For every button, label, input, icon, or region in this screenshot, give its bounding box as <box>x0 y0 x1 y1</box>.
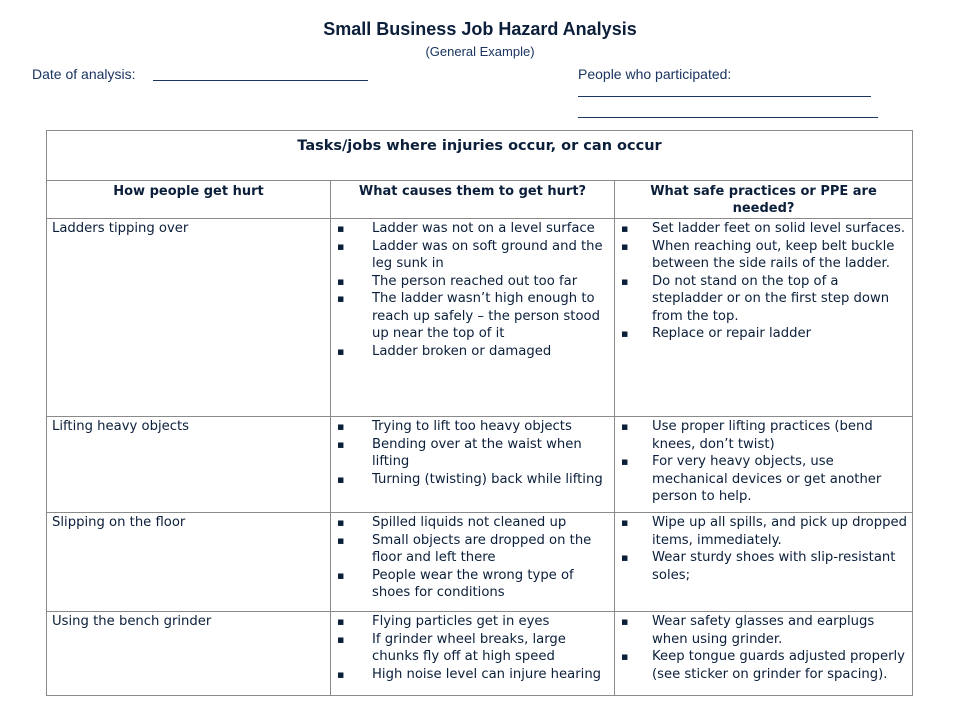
causes-cell <box>331 417 615 513</box>
cause-item: ▪ Trying to lift too heavy objects <box>337 418 610 436</box>
column-header-safe-practices: What safe practices or PPE are needed? <box>615 181 913 219</box>
causes-cell <box>331 612 615 696</box>
cause-item: ▪ Flying particles get in eyes <box>337 613 610 631</box>
practice-item: ▪ Wipe up all spills, and pick up dropped items, immediately. <box>621 514 908 549</box>
column-header-causes: What causes them to get hurt? <box>331 181 615 219</box>
hazard-cell: Slipping on the floor <box>47 513 331 612</box>
people-participated-field-1[interactable] <box>578 96 871 97</box>
causes-cell <box>331 513 615 612</box>
hazard-table <box>46 130 913 696</box>
date-of-analysis-field[interactable] <box>153 80 368 81</box>
practice-item: ▪ Use proper lifting practices (bend knees, don’t twist) <box>621 418 908 453</box>
cause-item: ▪ The ladder wasn’t high enough to reach up safely – the person stood up near the top of it <box>337 290 610 343</box>
table-row <box>47 612 913 696</box>
cause-item: ▪ The person reached out too far <box>337 273 610 291</box>
practices-cell <box>615 417 913 513</box>
hazard-cell: Ladders tipping over <box>47 219 331 417</box>
hazard-cell: Lifting heavy objects <box>47 417 331 513</box>
date-of-analysis-label: Date of analysis: <box>32 66 136 82</box>
page-subtitle: (General Example) <box>425 44 535 59</box>
practice-item: ▪ Do not stand on the top of a stepladder or on the first step down from the top. <box>621 273 908 326</box>
cause-item: ▪ Small objects are dropped on the floor and left there <box>337 532 610 567</box>
table-main-heading: Tasks/jobs where injuries occur, or can occur <box>47 131 913 181</box>
cause-item: ▪ Bending over at the waist when lifting <box>337 436 610 471</box>
cause-item: ▪ If grinder wheel breaks, large chunks fly off at high speed <box>337 631 610 666</box>
cause-item: ▪ People wear the wrong type of shoes for conditions <box>337 567 610 602</box>
column-header-how-hurt: How people get hurt <box>47 181 331 219</box>
hazard-cell: Using the bench grinder <box>47 612 331 696</box>
page-title: Small Business Job Hazard Analysis <box>323 19 637 39</box>
table-row <box>47 513 913 612</box>
cause-item: ▪ Ladder broken or damaged <box>337 343 610 361</box>
practice-item: ▪ For very heavy objects, use mechanical devices or get another person to help. <box>621 453 908 506</box>
cause-item: ▪ High noise level can injure hearing <box>337 666 610 684</box>
practice-item: ▪ Keep tongue guards adjusted properly (see sticker on grinder for spacing). <box>621 648 908 683</box>
practice-item: ▪ Replace or repair ladder <box>621 325 908 343</box>
practices-cell <box>615 513 913 612</box>
causes-cell <box>331 219 615 417</box>
people-participated-label: People who participated: <box>578 66 732 82</box>
table-row <box>47 417 913 513</box>
practice-item: ▪ Wear safety glasses and earplugs when using grinder. <box>621 613 908 648</box>
cause-item: ▪ Spilled liquids not cleaned up <box>337 514 610 532</box>
cause-item: ▪ Ladder was on soft ground and the leg sunk in <box>337 238 610 273</box>
practice-item: ▪ Wear sturdy shoes with slip-resistant soles; <box>621 549 908 584</box>
cause-item: ▪ Turning (twisting) back while lifting <box>337 471 610 489</box>
practices-cell <box>615 219 913 417</box>
table-row <box>47 219 913 417</box>
practice-item: ▪ Set ladder feet on solid level surfaces. <box>621 220 908 238</box>
practices-cell <box>615 612 913 696</box>
people-participated-field-2[interactable] <box>578 117 878 118</box>
cause-item: ▪ Ladder was not on a level surface <box>337 220 610 238</box>
practice-item: ▪ When reaching out, keep belt buckle between the side rails of the ladder. <box>621 238 908 273</box>
